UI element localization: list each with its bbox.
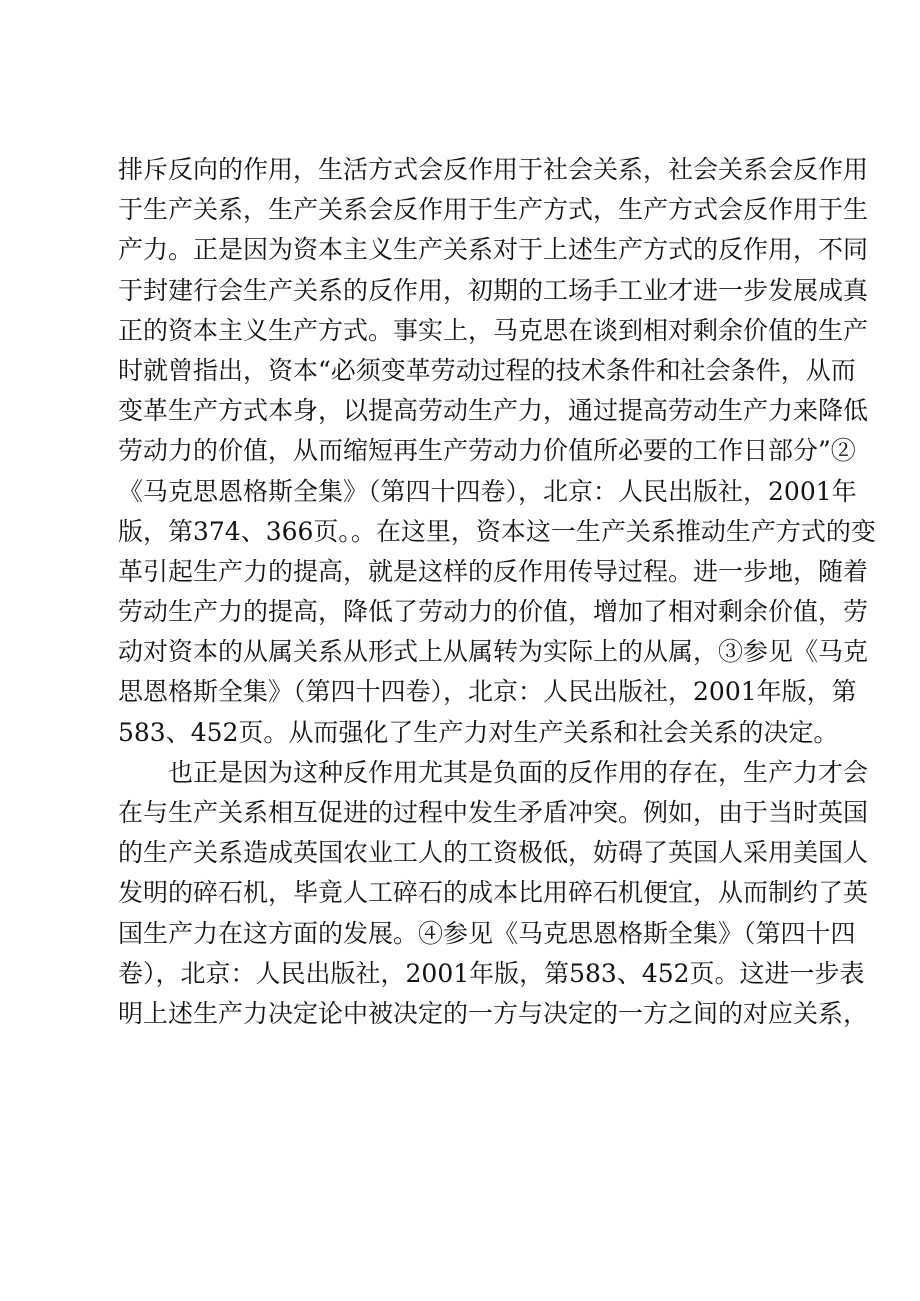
text-line: 时就曾指出，资本“必须变革劳动过程的技术条件和社会条件，从而	[118, 355, 856, 385]
text-line: 明上述生产力决定论中被决定的一方与决定的一方之间的对应关系，	[118, 998, 869, 1028]
text-line: 排斥反向的作用，生活方式会反作用于社会关系，社会关系会反作用	[118, 155, 869, 184]
text-line: 《马克思恩格斯全集》（第四十四卷），北京：人民出版社，2001年	[118, 476, 857, 506]
text-line: 在与生产关系相互促进的过程中发生矛盾冲突。例如，由于当时英国	[118, 798, 869, 827]
text-line: 的生产关系造成英国农业工人的工资极低，妨碍了英国人采用美国人	[118, 838, 869, 868]
text-line: 劳动生产力的提高，降低了劳动力的价值，增加了相对剩余价值，劳	[118, 597, 869, 627]
text-line: 劳动力的价值，从而缩短再生产劳动力价值所必要的工作日部分”②	[118, 436, 856, 466]
text-line: 于生产关系，生产关系会反作用于生产方式，生产方式会反作用于生	[118, 195, 869, 225]
text-line: 思恩格斯全集》（第四十四卷），北京：人民出版社，2001年版，第	[118, 677, 857, 707]
text-line: 于封建行会生产关系的反作用，初期的工场手工业才进一步发展成真	[118, 275, 869, 305]
text-line: 国生产力在这方面的发展。④参见《马克思恩格斯全集》（第四十四	[118, 918, 856, 948]
text-line: 动对资本的从属关系从形式上从属转为实际上的从属，③参见《马克	[118, 637, 869, 667]
text-line: 583、452页。从而强化了生产力对生产关系和社会关系的决定。	[118, 717, 839, 747]
text-line: 也正是因为这种反作用尤其是负面的反作用的存在，生产力才会	[168, 757, 869, 787]
text-line: 产力。正是因为资本主义生产关系对于上述生产方式的反作用，不同	[118, 235, 869, 265]
text-line: 版，第374、366页。。在这里，资本这一生产关系推动生产方式的变	[118, 516, 876, 546]
text-line: 发明的碎石机，毕竟人工碎石的成本比用碎石机便宜，从而制约了英	[118, 878, 869, 908]
body-text	[118, 150, 876, 1034]
text-line: 卷），北京：人民出版社，2001年版，第583、452页。这进一步表	[118, 958, 865, 988]
text-line: 正的资本主义生产方式。事实上，马克思在谈到相对剩余价值的生产	[118, 315, 869, 345]
text-line: 变革生产方式本身，以提高劳动生产力，通过提高劳动生产力来降低	[118, 396, 869, 426]
text-line: 革引起生产力的提高，就是这样的反作用传导过程。进一步地，随着	[118, 556, 869, 586]
